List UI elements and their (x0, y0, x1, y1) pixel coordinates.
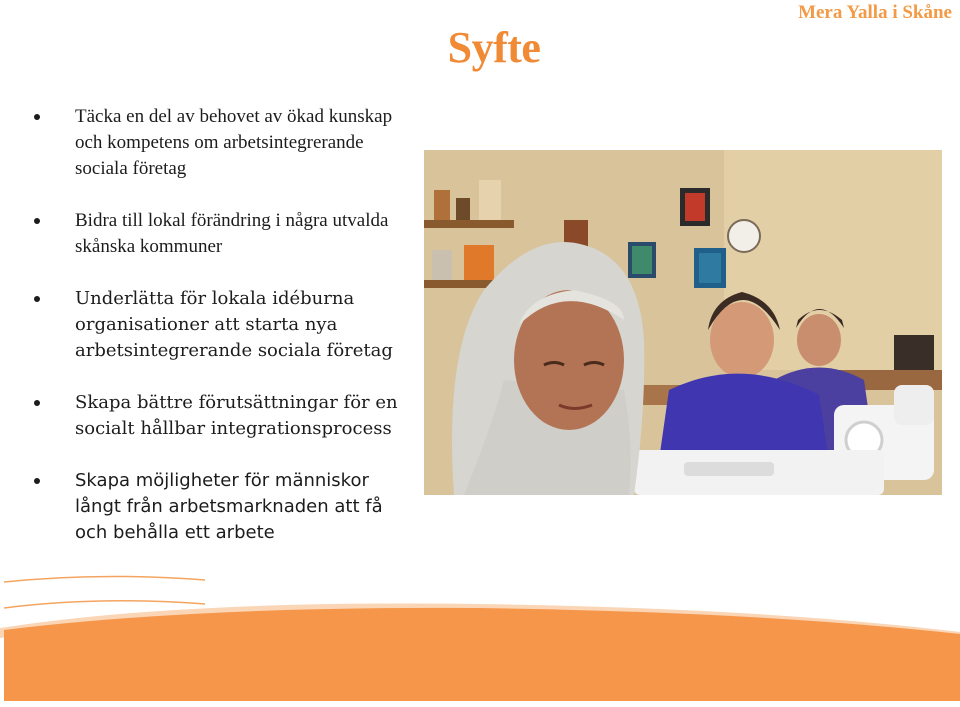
bullet-text: Bidra till lokal förändring i några utvalda skånska kommuner (75, 210, 389, 257)
bullet-text: Skapa möjligheter för människor långt från arbetsmarknaden att få och behålla ett arbete (75, 470, 383, 543)
photo-shelf-item (464, 245, 494, 280)
bullet-dot-icon (34, 296, 40, 302)
footer-decoration (0, 560, 960, 707)
photo-sewing-machine (894, 385, 934, 425)
photo-person-face (710, 302, 774, 378)
footer-band (4, 608, 960, 701)
bullet-dot-icon (34, 114, 40, 120)
photo-wall-art (632, 246, 652, 274)
footer-swoosh-line (4, 576, 205, 582)
photo-shelf-item (432, 250, 452, 280)
photo-machine-detail (684, 462, 774, 476)
sewing-workshop-photo (424, 150, 942, 495)
bullet-text: Underlätta för lokala idéburna organisationer att starta nya arbetsintegrerande sociala företag (75, 288, 393, 361)
bullet-text: Täcka en del av behovet av ökad kunskap och kompetens om arbetsintegrerande sociala företag (75, 106, 393, 179)
photo-wall-clock (728, 220, 760, 252)
bullet-list (30, 104, 415, 546)
photo-wall-frame (894, 335, 934, 370)
bullet-dot-icon (34, 400, 40, 406)
bullet-dot-icon (34, 218, 40, 224)
photo-illustration (424, 150, 942, 495)
photo-shelf-item (456, 198, 470, 220)
footer-swoosh-line (4, 601, 205, 608)
bullet-item (30, 208, 415, 260)
bullet-item (30, 104, 415, 182)
photo-wall-art (685, 193, 705, 221)
photo-shelf (424, 220, 514, 228)
bullet-text: Skapa bättre förutsättningar för en socialt hållbar integrationsprocess (75, 392, 398, 439)
photo-shelf-item (479, 180, 501, 220)
photo-person-face (797, 314, 841, 366)
photo-shelf-item (434, 190, 450, 220)
bullet-item (30, 286, 415, 364)
slide-title: Syfte (447, 23, 541, 72)
bullet-dot-icon (34, 478, 40, 484)
bullet-item (30, 468, 415, 546)
photo-wall-art (699, 253, 721, 283)
brand-label: Mera Yalla i Skåne (798, 2, 952, 23)
bullet-item (30, 390, 415, 442)
